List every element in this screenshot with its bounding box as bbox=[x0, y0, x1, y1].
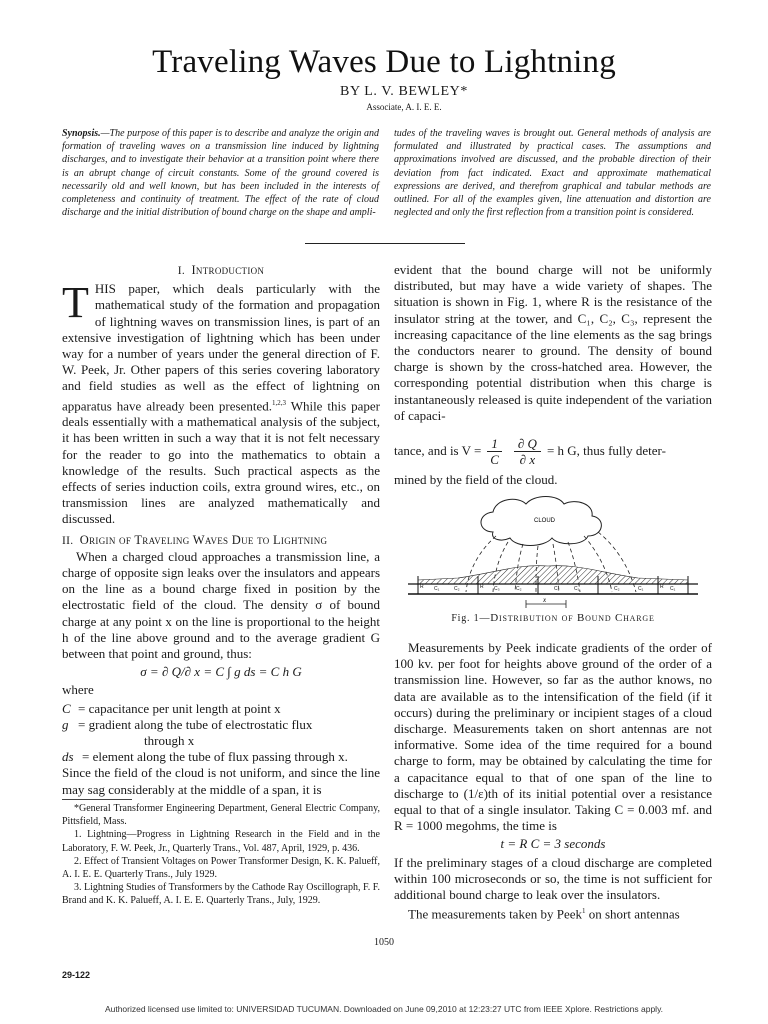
left-column bbox=[62, 262, 380, 798]
footnote-2: 2. Effect of Transient Voltages on Power Transformer Design, K. K. Palueff, A. I. E. E. Quarterly Trans., July 1929. bbox=[62, 855, 380, 881]
definitions-list bbox=[62, 701, 380, 766]
intro-paragraph: THIS paper, which deals particularly with the mathematical study of the formation and propagation of lightning waves on transmission lines, is part of an extensive investigation of lightning which has been under way for a number of years under the general direction of F. W. Peek, Jr. Other papers of this series covering laboratory and field studies as well as the effect of lightning on apparatus have already been presented.$^{1,2,3}$ While this paper deals essentially with a mathematical analysis of the subject, it has been written in such a way that it is not felt necessary for the reader to go into the mathematics to obtain a knowledge of the results. Such practical aspects as the effects of series induction coils, extra ground wires, etc., on transmission lines are analyzed mathematically and discussed. bbox=[62, 278, 380, 527]
footnote-divider bbox=[62, 799, 132, 800]
svg-text:C₁: C₁ bbox=[554, 586, 560, 592]
section-heading-introduction: I. Introduction bbox=[177, 263, 265, 277]
synopsis-text-left: The purpose of this paper is to describe and analyze the origin and formation of traveling waves on a transmission line induced by lightning discharges, and to investigate their behavior at a transition point where there is an abrupt change of circuit constants. Some of the ground covered is necessarily old and well known, but has been included in the interests of completeness and continuity of treatment. The effect of the rate of cloud discharge and the initial distribution of bound charge on the shape and ampli- bbox=[62, 128, 379, 219]
svg-text:C₁: C₁ bbox=[670, 586, 676, 592]
definition-row: ds = element along the tube of flux passing through x. bbox=[62, 749, 348, 765]
drop-cap: T bbox=[62, 278, 89, 328]
bound-charge-paragraph-end: mined by the field of the cloud. bbox=[394, 472, 558, 488]
page-code: 29-122 bbox=[62, 970, 91, 980]
footnotes bbox=[62, 802, 380, 908]
where-label: where bbox=[62, 682, 94, 698]
right-column-bottom bbox=[394, 640, 712, 923]
page-number: 1050 bbox=[374, 937, 394, 948]
paper-title: Traveling Waves Due to Lightning bbox=[152, 44, 616, 80]
definition-row: g = gradient along the tube of electrostatic flux bbox=[62, 716, 313, 732]
author-affiliation: Associate, A. I. E. E. bbox=[366, 102, 442, 112]
svg-text:R: R bbox=[420, 584, 424, 590]
figure-caption: Fig. 1—Distribution of Bound Charge bbox=[451, 612, 655, 624]
synopsis-lead: Synopsis. bbox=[62, 128, 101, 139]
footnote-3: 3. Lightning Studies of Transformers by the Cathode Ray Oscillograph, F. F. Brand and K. K. Palueff, A. I. E. E. Quarterly Trans., July, 1929. bbox=[62, 882, 380, 907]
svg-text:C₁: C₁ bbox=[638, 586, 644, 592]
bound-charge-paragraph: evident that the bound charge will not be uniformly distributed, but may have a wide variety of shapes. The situation is shown in Fig. 1, where R is the resistance of the insulator string at the tower, and C₁, C₂, C₃, represent the increasing capacitance of the line elements as the sag brings the conductors nearer to ground. The density of bound charge is shown by the cross-hatched area. However, the corresponding potential distribution when this charge is instantaneously released is quite independent of the variation of capaci- bbox=[394, 262, 712, 423]
definition-row: through x bbox=[144, 733, 195, 749]
figure-1-bound-charge-diagram bbox=[398, 492, 708, 610]
authorization-notice: Authorized licensed use limited to: UNIVERSIDAD TUCUMAN. Downloaded on June 09,2010 at 12:23:27 UTC from IEEE Xplore. Restrictions apply. bbox=[104, 1004, 664, 1014]
potential-equation: tance, and is V = $\frac{1}{C}$ $\frac{\partial Q}{\partial x}$ = h G, thus fully deter- bbox=[394, 435, 666, 467]
synopsis-left: Synopsis.—The purpose of this paper is to describe and analyze the origin and formation of traveling waves on a transmission line induced by lightning discharges, and to investigate their behavior at a transition point where there is an abrupt change of circuit constants. Some of the ground covered is necessarily old and well known, but has been included in the interests of completeness and continuity of treatment. The effect of the rate of cloud discharge and the initial distribution of bound charge on the shape and ampli- bbox=[62, 128, 379, 219]
svg-text:C₁: C₁ bbox=[434, 586, 440, 592]
x-dimension-label: x bbox=[543, 596, 547, 604]
bound-charge-equation: σ = ∂ Q/∂ x = C ∫ g ds = C h G bbox=[140, 664, 302, 680]
svg-text:C₂: C₂ bbox=[516, 586, 522, 592]
svg-text:R: R bbox=[480, 584, 484, 590]
svg-text:C₂: C₂ bbox=[454, 586, 460, 592]
capacitance-labels bbox=[420, 584, 676, 592]
measurements-paragraph: Measurements by Peek indicate gradients of the order of 100 kv. per foot for heights above ground of the order of a transmission line. However, so far as the author knows, no data are available as to the intensification of the field (if it occurs) during the preliminary or incipient stages of a cloud discharge. Measurements taken on short antennas are not informative. Some idea of the time required for a bound charge to form, may be obtained by calculating the time for a capacitance equal to that of one span of the line to discharge to (1/ε)th of its initial potential over a resistance equal to that of a single insulator. Taking C = 0.003 mf. and R = 1000 megohms, the time is bbox=[394, 640, 712, 834]
discharge-paragraph: If the preliminary stages of a cloud discharge are completed within 100 microseconds or so, the time is not sufficient for additional bound charge to leak over the insulators. bbox=[394, 854, 712, 903]
section-heading-origin: II. Origin of Traveling Waves Due to Lightning bbox=[62, 532, 328, 547]
origin-paragraph: When a charged cloud approaches a transmission line, a charge of opposite sign leaks over the insulators and appears on the line as a bound charge fixed in position by the electrostatic field of the cloud. The density σ of bound charge at any point x on the line is proportional to the height h of the line above ground and to the average gradient G between that point and ground, thus: bbox=[62, 548, 380, 661]
svg-text:C₃: C₃ bbox=[494, 586, 500, 592]
fraction-dq-dx: $\frac{\partial Q}{\partial x}$ bbox=[514, 436, 541, 467]
author-byline: BY L. V. BEWLEY* bbox=[340, 84, 468, 99]
footnote-affiliation: *General Transformer Engineering Department, General Electric Company, Pittsfield, Mass. bbox=[62, 803, 380, 828]
svg-text:C₂: C₂ bbox=[614, 586, 620, 592]
synopsis-right bbox=[394, 127, 711, 219]
fraction-1-over-c: $\frac{1}{C}$ bbox=[487, 436, 502, 467]
bound-charge-hatch bbox=[418, 566, 688, 584]
footnote-1: 1. Lightning—Progress in Lightning Research in the Field and in the Laboratory, F. W. Peek, Jr., Quarterly Trans., Vol. 487, April, 1929, p. 436. bbox=[62, 829, 380, 854]
definition-row: C = capacitance per unit length at point x bbox=[62, 700, 281, 716]
svg-text:R: R bbox=[660, 584, 664, 590]
right-column-top bbox=[394, 262, 712, 488]
origin-paragraph-continued: Since the field of the cloud is not uniform, and since the line may sag considerably at the middle of a span, it is bbox=[62, 765, 380, 797]
synopsis-text-right: tudes of the traveling waves is brought out. General methods of analysis are formulated and illustrated by practical cases. The assumptions and approximations involved are discussed, and the probable direction of their deviation from fact indicated. Exact and approximate mathematical expressions are derived, and therefrom graphical and tabular methods are outlined. For all of the examples given, line attenuation and distortion are neglected and only the first reflection from a transition point is considered. bbox=[394, 128, 711, 219]
cloud-label: CLOUD bbox=[534, 518, 556, 524]
time-equation: t = R C = 3 seconds bbox=[500, 836, 606, 852]
synopsis-divider bbox=[305, 243, 465, 244]
svg-text:C₁: C₁ bbox=[574, 586, 580, 592]
antennas-paragraph: The measurements taken by Peek$^1$ on short antennas bbox=[408, 906, 680, 922]
